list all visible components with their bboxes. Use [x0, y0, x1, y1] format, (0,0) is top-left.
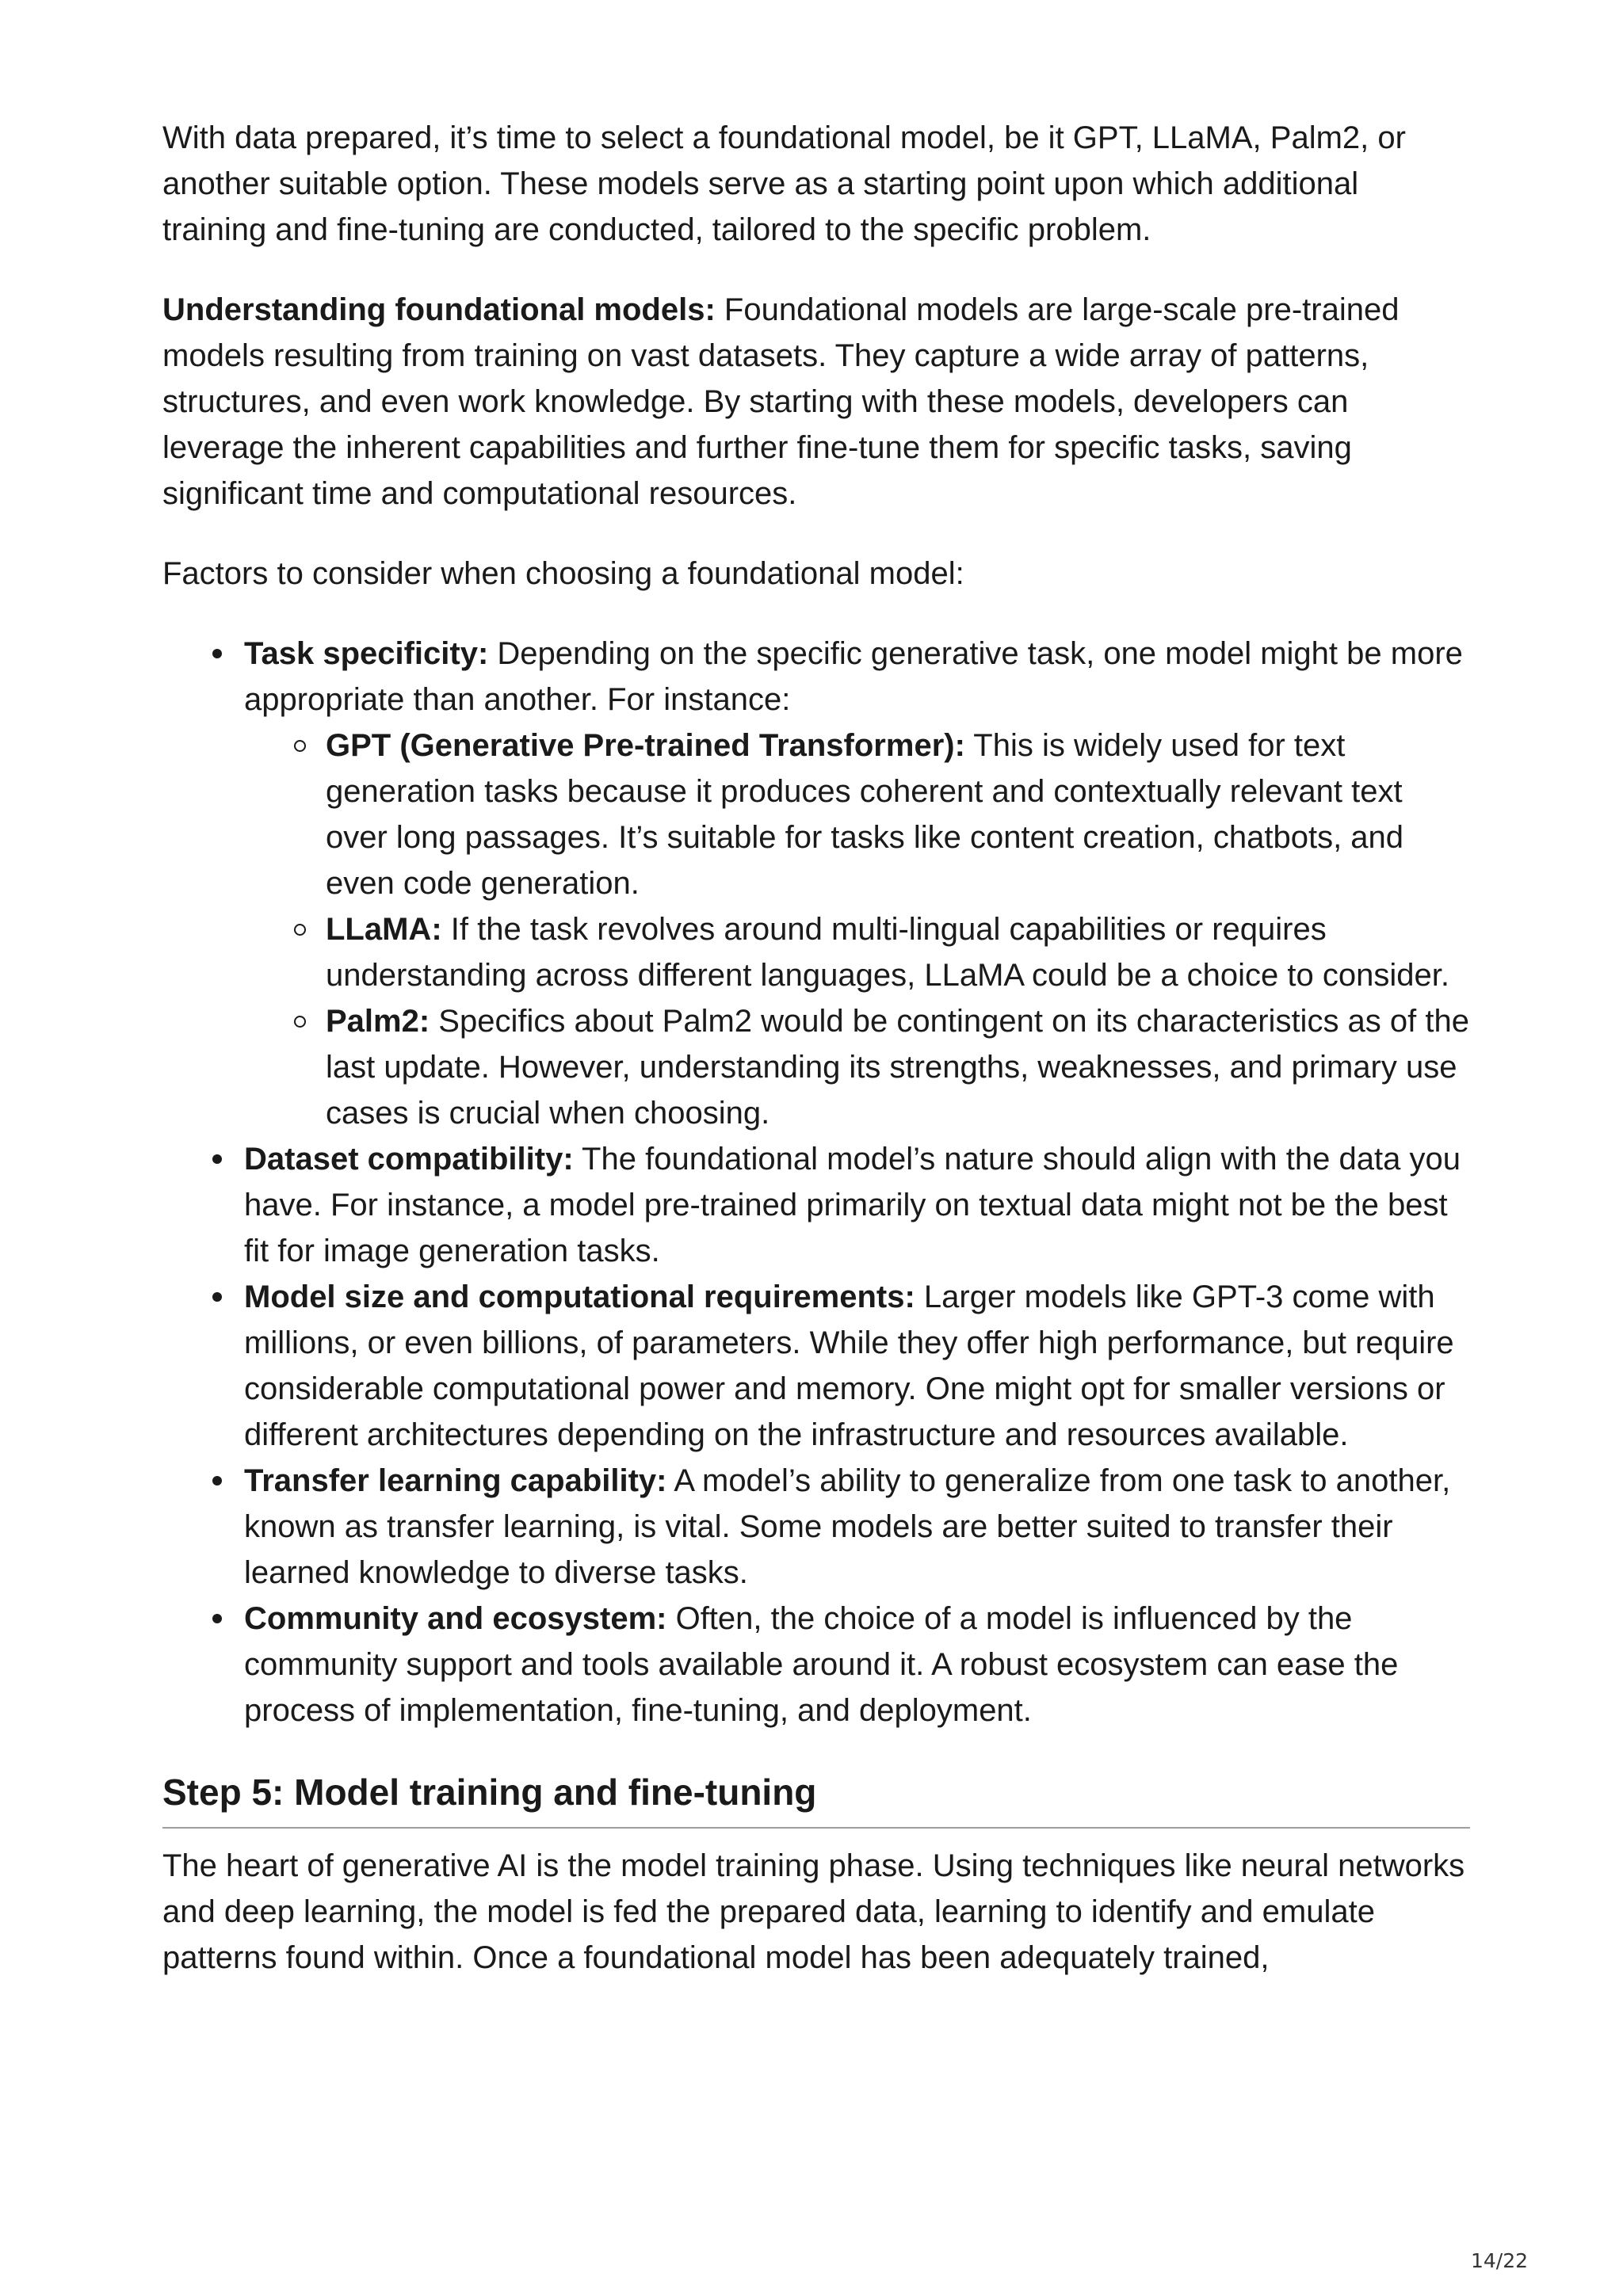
sub-label: Palm2:	[326, 1004, 430, 1039]
understanding-text: Foundational models are large-scale pre-trained models resulting from training on vast datasets. They capture a wide array of patterns, structures, and even work knowledge. By starting with these models, developers can leverage the inherent capabilities and further fine-tune them for specific tasks, saving significant time and computational resources.	[162, 292, 1400, 511]
sub-item-gpt	[326, 723, 1470, 906]
factor-text: A model’s ability to generalize from one task to another, known as transfer learning, is vital. Some models are better suited to transfer their learned knowledge to diverse tasks.	[244, 1463, 1451, 1590]
sub-text: Specifics about Palm2 would be contingent on its characteristics as of the last update. However, understanding its strengths, weaknesses, and primary use cases is crucial when choosing.	[326, 1004, 1469, 1131]
factor-text: The foundational model’s nature should align with the data you have. For instance, a model pre-trained primarily on textual data might not be the best fit for image generation tasks.	[244, 1142, 1461, 1268]
factors-intro: Factors to consider when choosing a foundational model:	[162, 556, 964, 591]
factor-item-community	[244, 1596, 1470, 1733]
factor-text: Larger models like GPT-3 come with millions, or even billions, of parameters. While they offer high performance, but require considerable computational power and memory. One might opt for smaller versions or different architectures depending on the infrastructure and resources available.	[244, 1280, 1454, 1452]
factor-item-task-specificity	[244, 631, 1470, 1136]
understanding-paragraph	[162, 287, 1470, 517]
sub-item-palm2	[326, 998, 1470, 1136]
factor-text: Often, the choice of a model is influenced by the community support and tools available around it. A robust ecosystem can ease the process of implementation, fine-tuning, and deployment.	[244, 1601, 1399, 1728]
factor-item-model-size	[244, 1274, 1470, 1458]
sub-item-llama	[326, 906, 1470, 998]
factor-label: Dataset compatibility:	[244, 1142, 574, 1177]
intro-paragraph: With data prepared, it’s time to select a foundational model, be it GPT, LLaMA, Palm2, or another suitable option. These models serve as a starting point upon which additional training and fine-tuning are conducted, tailored to the specific problem.	[162, 120, 1406, 247]
sub-label: GPT (Generative Pre-trained Transformer):	[326, 728, 965, 763]
understanding-label: Understanding foundational models:	[162, 292, 716, 327]
factor-text: Depending on the specific generative task, one model might be more appropriate than another. For instance:	[244, 636, 1463, 717]
sub-text: This is widely used for text generation tasks because it produces coherent and contextually relevant text over long passages. It’s suitable for tasks like content creation, chatbots, and even code generation.	[326, 728, 1404, 901]
factor-item-dataset-compatibility	[244, 1136, 1470, 1274]
factor-label: Model size and computational requirements:	[244, 1280, 915, 1314]
sub-text: If the task revolves around multi-lingual capabilities or requires understanding across different languages, LLaMA could be a choice to consider.	[326, 912, 1449, 993]
page-number: 14/22	[1470, 2249, 1528, 2272]
step5-paragraph: The heart of generative AI is the model training phase. Using techniques like neural networks and deep learning, the model is fed the prepared data, learning to identify and emulate patterns found within. Once a foundational model has been adequately trained,	[162, 1848, 1465, 1975]
factor-item-transfer-learning	[244, 1458, 1470, 1596]
model-options-list	[244, 723, 1470, 1136]
factor-label: Community and ecosystem:	[244, 1601, 667, 1636]
factor-label: Transfer learning capability:	[244, 1463, 667, 1498]
document-body	[162, 115, 1470, 2015]
factors-list	[162, 631, 1470, 1733]
sub-label: LLaMA:	[326, 912, 442, 947]
factor-label: Task specificity:	[244, 636, 489, 671]
section-heading-step5: Step 5: Model training and fine-tuning	[162, 1770, 1470, 1829]
